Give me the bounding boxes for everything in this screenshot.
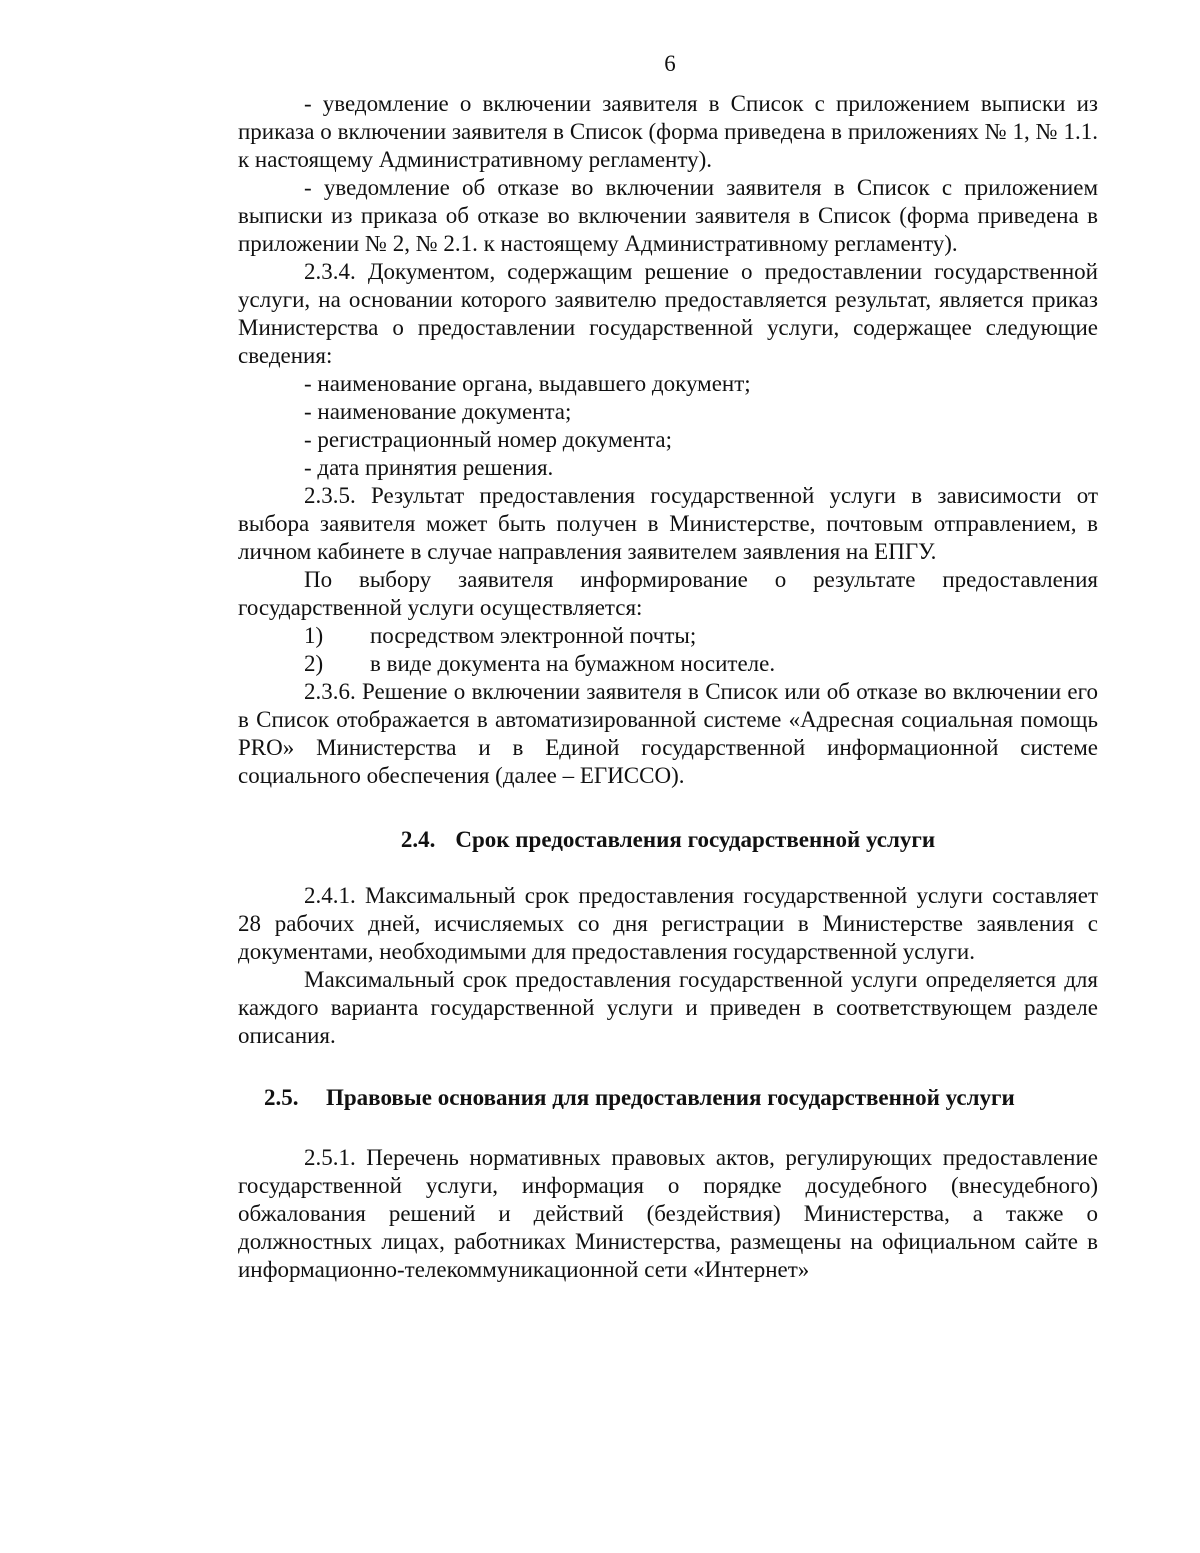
dash-item-decision-date: - дата принятия решения. — [304, 455, 554, 480]
list-item-email — [238, 622, 1098, 650]
page-number: 6 — [664, 51, 676, 76]
section-heading-2-4 — [238, 826, 1098, 854]
paragraph-notification-refusal: - уведомление об отказе во включении заявителя в Список с приложением выписки из приказа об отказе во включении заявителя в Список (форма приведена в приложении № 2, № 2.1. к настоящему Административному регламенту). — [238, 175, 1098, 256]
list-text: посредством электронной почты; — [370, 623, 697, 648]
section-heading-2-5 — [238, 1084, 1098, 1112]
paragraph-max-term: Максимальный срок предоставления государственной услуги определяется для каждого варианта государственной услуги и приведен в соответствующем разделе описания. — [238, 967, 1098, 1048]
paragraph-2-3-6: 2.3.6. Решение о включении заявителя в Список или об отказе во включении его в Список отображается в автоматизированной системе «Адресная социальная помощь PRO» Министерства и в Единой государственной информационной системе социального обеспечения (далее – ЕГИССО). — [238, 679, 1098, 788]
list-item-paper — [238, 650, 1098, 678]
list-text: в виде документа на бумажном носителе. — [370, 651, 776, 676]
dash-item-issuing-authority: - наименование органа, выдавшего документ; — [304, 371, 751, 396]
section-number: 2.4. — [400, 827, 436, 852]
paragraph-2-3-4: 2.3.4. Документом, содержащим решение о предоставлении государственной услуги, на основании которого заявителю предоставляется результат, является приказ Министерства о предоставлении государственной услуги, содержащее следующие сведения: — [238, 259, 1098, 368]
section-number: 2.5. — [264, 1085, 299, 1110]
dash-item-registration-number: - регистрационный номер документа; — [304, 427, 672, 452]
paragraph-informing-choice: По выбору заявителя информирование о результате предоставления государственной услуги осуществляется: — [238, 567, 1098, 620]
document-body — [238, 90, 1098, 1284]
paragraph-2-5-1: 2.5.1. Перечень нормативных правовых актов, регулирующих предоставление государственной услуги, информация о порядке досудебного (внесудебного) обжалования решений и действий (бездействия) Министерства, а также о должностных лицах, работниках Министерства, размещены на официальном сайте в информационно-телекоммуникационной сети «Интернет» — [238, 1145, 1098, 1282]
section-title: Срок предоставления государственной услуги — [455, 827, 936, 852]
list-number: 2) — [304, 651, 324, 676]
paragraph-2-4-1: 2.4.1. Максимальный срок предоставления государственной услуги составляет 28 рабочих дней, исчисляемых со дня регистрации в Министерстве заявления с документами, необходимыми для предоставления государственной услуги. — [238, 883, 1098, 964]
paragraph-2-3-5: 2.3.5. Результат предоставления государственной услуги в зависимости от выбора заявителя может быть получен в Министерстве, почтовым отправлением, в личном кабинете в случае направления заявителем заявления на ЕПГУ. — [238, 483, 1098, 564]
list-number: 1) — [304, 623, 324, 648]
dash-item-document-name: - наименование документа; — [304, 399, 572, 424]
paragraph-notification-inclusion: - уведомление о включении заявителя в Список с приложением выписки из приказа о включении заявителя в Список (форма приведена в приложениях № 1, № 1.1. к настоящему Административному регламенту). — [238, 91, 1098, 172]
section-title: Правовые основания для предоставления государственной услуги — [326, 1085, 1015, 1110]
